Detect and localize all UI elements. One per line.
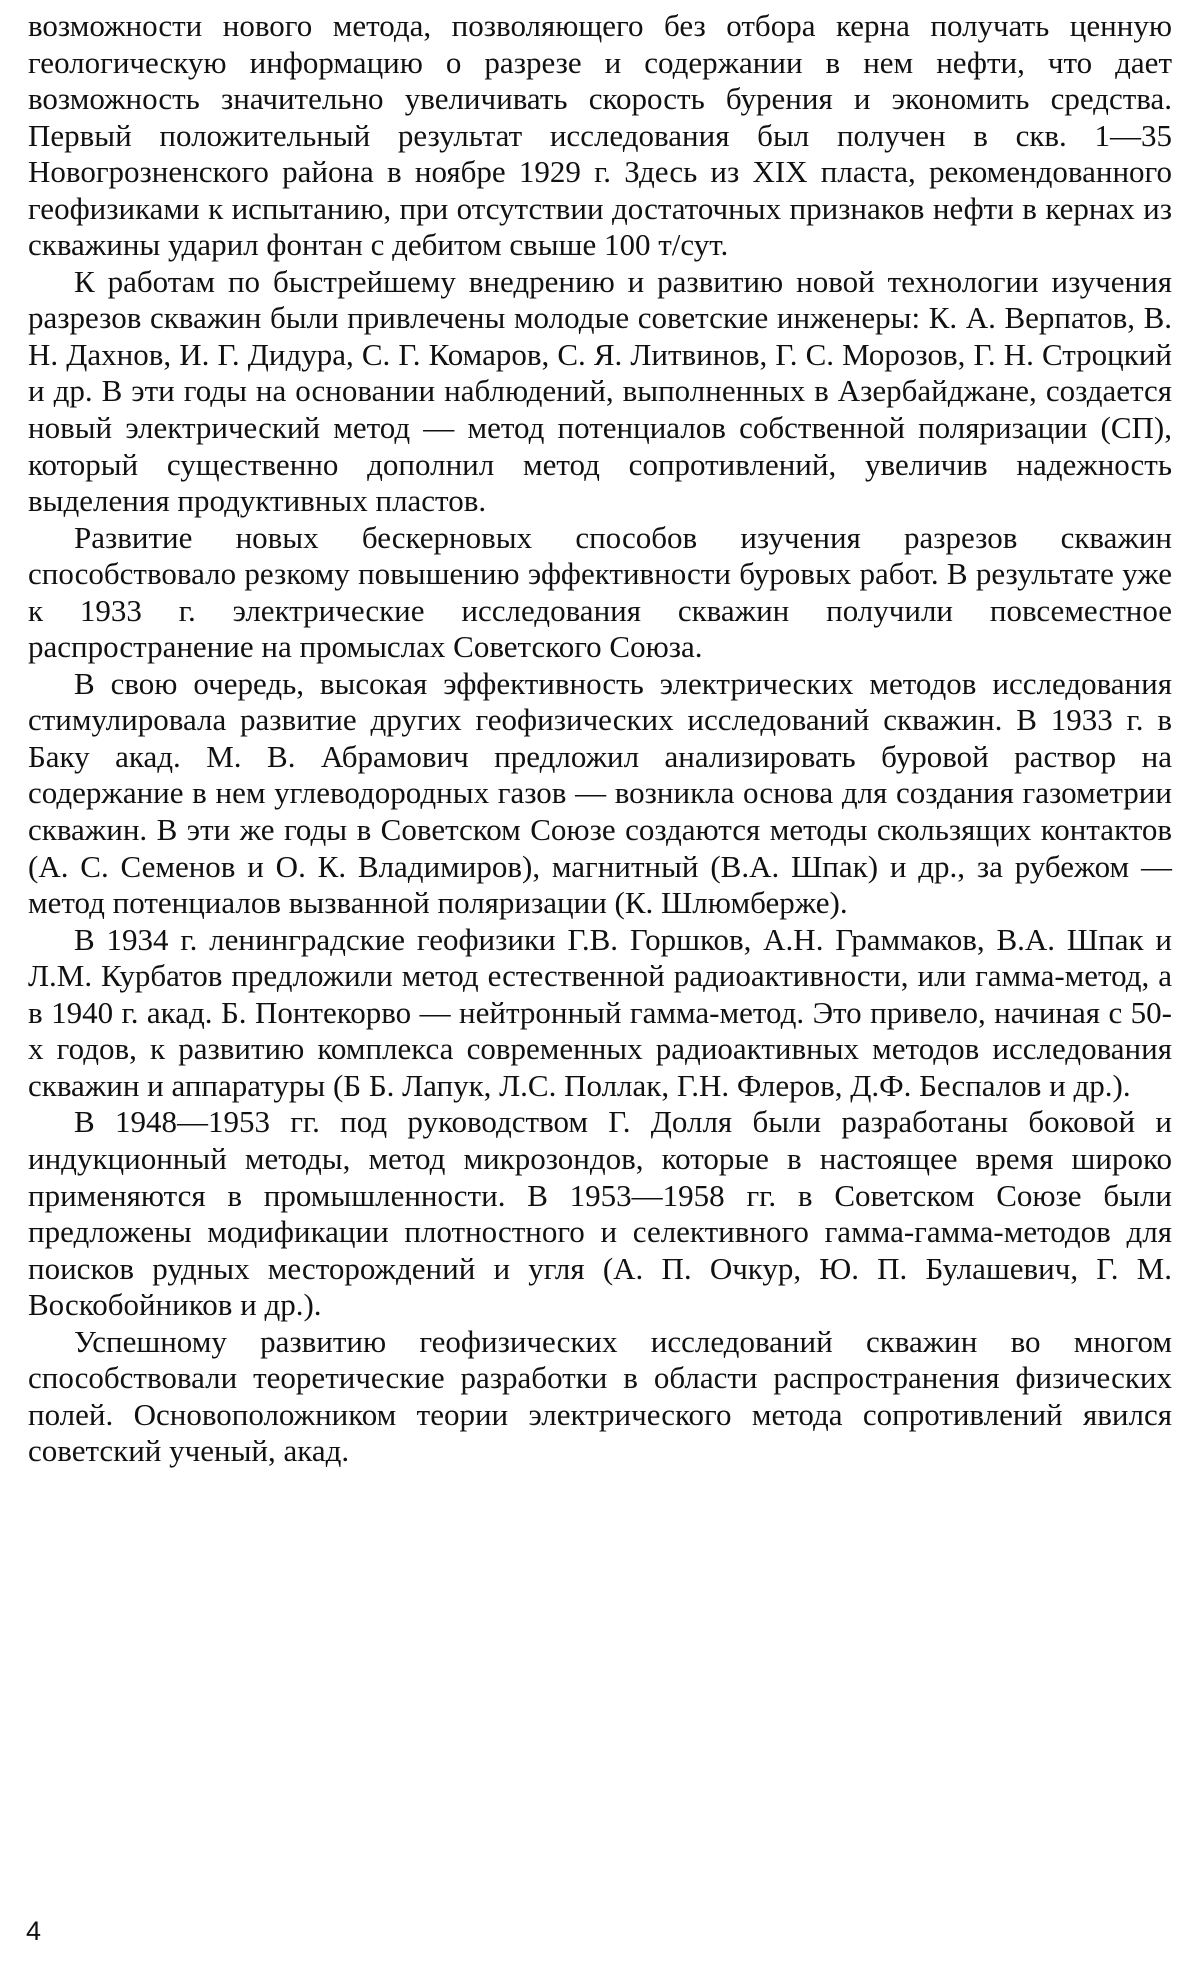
- page-body: [28, 8, 1172, 1470]
- paragraph-3: Развитие новых бескерновых способов изучения разрезов скважин способствовало резкому повышению эффективности буровых работ. В результате уже к 1933 г. электрические исследования скважин получили повсеместное распространение на промыслах Советского Союза.: [28, 519, 1172, 665]
- paragraph-1: возможности нового метода, позволяющего без отбора керна получать ценную геологическую информацию о разрезе и содержании в нем нефти, что дает возможность значительно увеличивать скорость бурения и экономить средства. Первый положительный результат исследования был получен в скв. 1—35 Новогрозненского района в ноябре 1929 г. Здесь из XIX пласта, рекомендованного геофизиками к испытанию, при отсутствии достаточных признаков нефти в кернах из скважины ударил фонтан с дебитом свыше 100 т/сут.: [28, 8, 1172, 263]
- paragraph-6: В 1948—1953 гг. под руководством Г. Долля были разработаны боковой и индукционный методы, метод микрозондов, которые в настоящее время широко применяются в промышленности. В 1953—1958 гг. в Советском Союзе были предложены модификации плотностного и селективного гамма-гамма-методов для поисков рудных месторождений и угля (А. П. Очкур, Ю. П. Булашевич, Г. М. Воскобойников и др.).: [28, 1104, 1172, 1323]
- page-number: 4: [26, 1916, 42, 1946]
- paragraph-7: Успешному развитию геофизических исследований скважин во многом способствовали теоретические разработки в области распространения физических полей. Основоположником теории электрического метода сопротивлений явился советский ученый, акад.: [28, 1323, 1172, 1469]
- paragraph-2: К работам по быстрейшему внедрению и развитию новой технологии изучения разрезов скважин были привлечены молодые советские инженеры: К. А. Верпатов, В. Н. Дахнов, И. Г. Дидура, С. Г. Комаров, С. Я. Литвинов, Г. С. Морозов, Г. Н. Строцкий и др. В эти годы на основании наблюдений, выполненных в Азербайджане, создается новый электрический метод — метод потенциалов собственной поляризации (СП), который существенно дополнил метод сопротивлений, увеличив надежность выделения продуктивных пластов.: [28, 263, 1172, 519]
- paragraph-4: В свою очередь, высокая эффективность электрических методов исследования стимулировала развитие других геофизических исследований скважин. В 1933 г. в Баку акад. М. В. Абрамович предложил анализировать буровой раствор на содержание в нем углеводородных газов — возникла основа для создания газометрии скважин. В эти же годы в Советском Союзе создаются методы скользящих контактов (А. С. Семенов и О. К. Владимиров), магнитный (В.А. Шпак) и др., за рубежом — метод потенциалов вызванной поляризации (К. Шлюмберже).: [28, 665, 1172, 921]
- paragraph-5: В 1934 г. ленинградские геофизики Г.В. Горшков, А.Н. Граммаков, В.А. Шпак и Л.М. Курбатов предложили метод естественной радиоактивности, или гамма-метод, а в 1940 г. акад. Б. Понтекорво — нейтронный гамма-метод. Это привело, начиная с 50-х годов, к развитию комплекса современных радиоактивных методов исследования скважин и аппаратуры (Б Б. Лапук, Л.С. Поллак, Г.Н. Флеров, Д.Ф. Беспалов и др.).: [28, 921, 1172, 1103]
